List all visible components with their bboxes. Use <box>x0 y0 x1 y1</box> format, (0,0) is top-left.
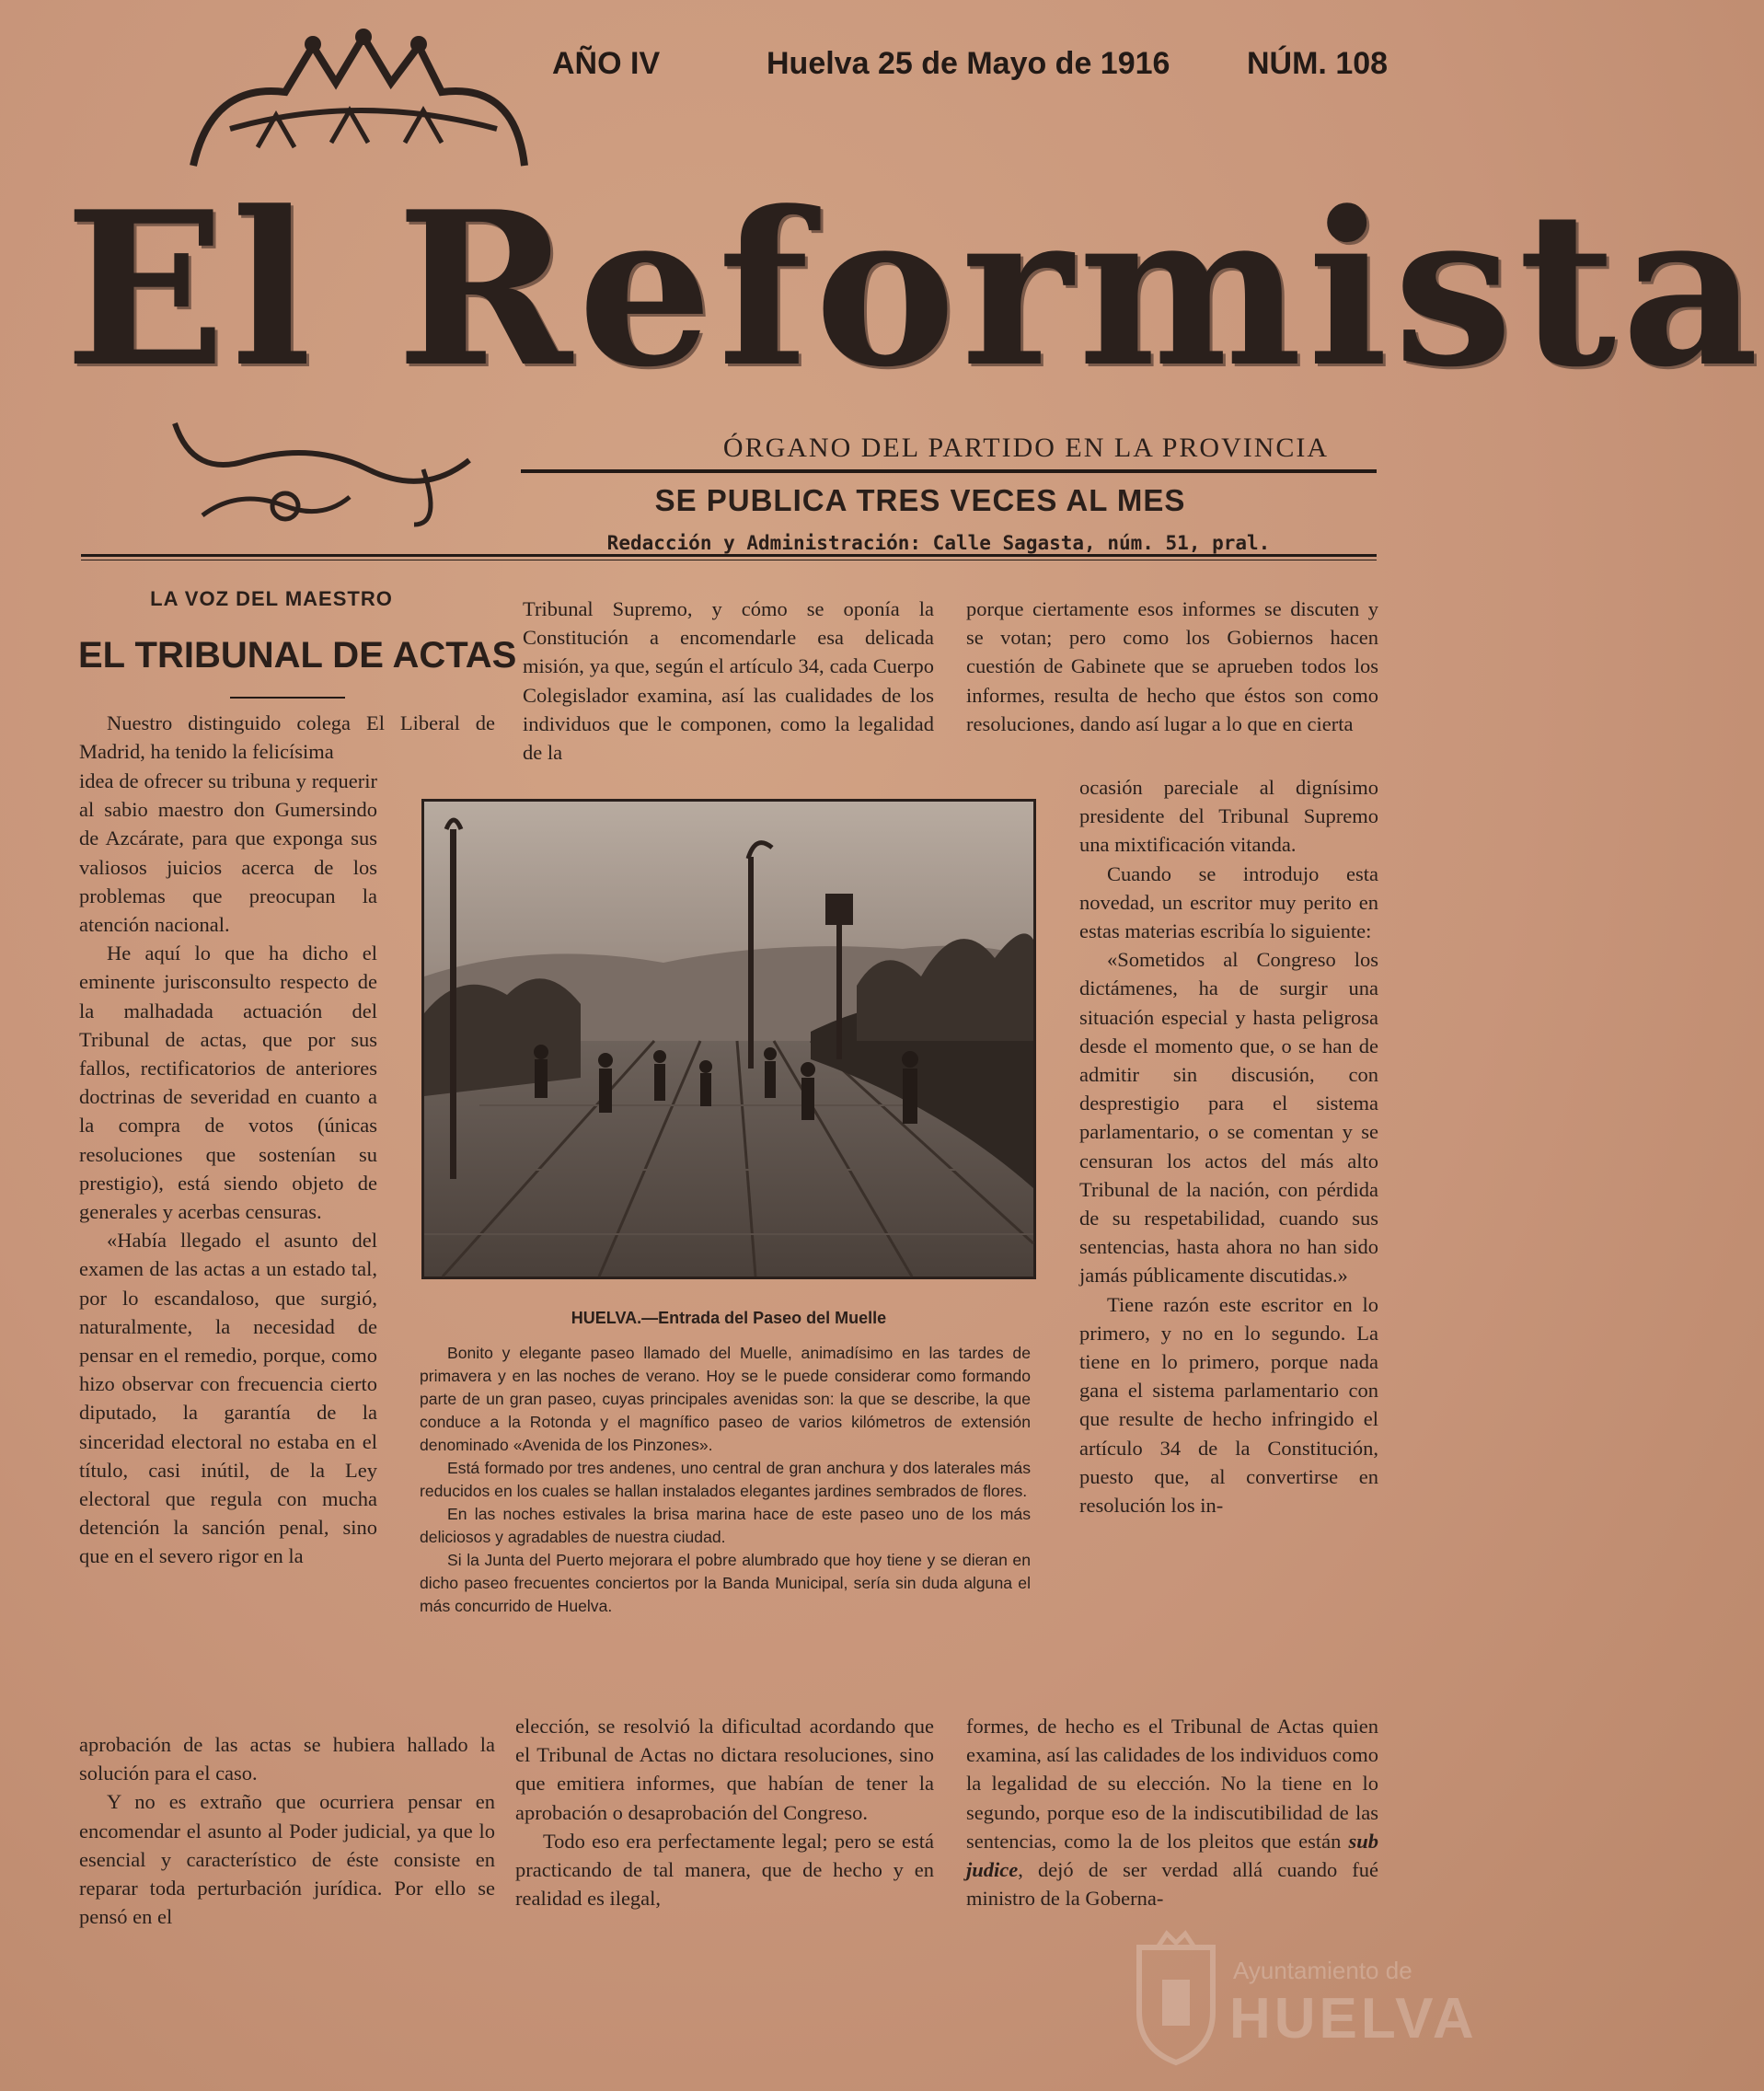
col3-bottom <box>966 1712 1378 1951</box>
issue-year: AÑO IV <box>552 46 661 81</box>
col2-paragraph: Tribunal Supremo, y cómo se oponía la Constitución a encomendarle esa delicada misión, ya que, según el artículo 34, cada Cuerpo Colegislador examina, así las cualidades de los individuos que le componen, como la legalidad de la <box>523 597 934 765</box>
masthead-rule-2 <box>81 554 1377 557</box>
col2-bottom <box>515 1712 934 1951</box>
ribbon-ornament <box>166 405 497 534</box>
issue-number: NÚM. 108 <box>1247 46 1389 81</box>
sub-judice-emphasis: sub judice <box>966 1829 1378 1882</box>
watermark-line2: HUELVA <box>1229 1987 1478 2051</box>
photo-article-paragraph: Si la Junta del Puerto mejorara el pobre alumbrado que hoy tiene y se dieran en dicho paseo frecuentes conciertos por la Banda Municipal, sería sin duda alguna el más concurrido de Huelva. <box>420 1551 1031 1615</box>
col3-top <box>966 595 1378 769</box>
col1-paragraph: Y no es extraño que ocurriera pensar en encomendar el asunto al Poder judicial, ya que lo esencial y característico de éste consiste en reparar toda perturbación jurídica. Por ello se pensó en el <box>79 1790 495 1929</box>
col3-paragraph: Tiene razón este escritor en lo primero, y no en lo segundo. La tiene en lo primero, porque nada gana el sistema parlamentario con que resulte de hecho infringido el artículo 34 de la Constitución, puesto que, al convertirse en resolución los in- <box>1079 1292 1378 1518</box>
promenade-illustration <box>424 802 1033 1277</box>
col3-paragraph: ocasión pareciale al dignísimo presidente del Tribunal Supremo una mixtificación vitanda. <box>1079 776 1378 857</box>
editorial-address: Redacción y Administración: Calle Sagasta, núm. 51, pral. <box>606 532 1271 554</box>
col3-paragraph: «Sometidos al Congreso los dictámenes, ha de surgir una situación especial y hasta peligrosa desde el momento que, o se han de admitir sin discusión, con desprestigio para el sistema parlamentario, o se comentan y se censuran los actos del más alto Tribunal de la nación, con pérdida de su respetabilidad, cuando sus sentencias, hasta ahora no han sido jamás públicamente discutidas.» <box>1079 948 1378 1288</box>
col1-paragraph: idea de ofrecer su tribuna y requerir al sabio maestro don Gumersindo de Azcárate, para que exponga sus valiosos juicios acerca de los problemas que preocupan la atención nacional. <box>79 769 377 937</box>
col1-paragraph: Nuestro distinguido colega El Liberal de Madrid, ha tenido la felicísima <box>79 711 495 764</box>
article-headline: EL TRIBUNAL DE ACTAS <box>78 635 517 676</box>
col1-paragraph: aprobación de las actas se hubiera hallado la solución para el caso. <box>79 1733 495 1785</box>
col3-text: formes, de hecho es el Tribunal de Actas quien examina, así las calidades de los individuos como la legalidad de su elección. No la tiene en lo segundo, porque eso de la indiscutibilidad de las sentencias, como la de los pleitos que están <box>966 1715 1378 1853</box>
watermark-line1: Ayuntamiento de <box>1233 1957 1412 1984</box>
col3-narrow <box>1079 773 1378 1716</box>
col2-paragraph: Todo eso era perfectamente legal; pero se está practicando de tal manera, que de hecho y en realidad es ilegal, <box>515 1829 934 1911</box>
col1-paragraph: «Había llegado el asunto del examen de las actas a un estado tal, por lo escandaloso, que surgió, naturalmente, la necesidad de pensar en el remedio, porque, como hizo observar con frecuencia cierto diputado, la garantía de la sinceridad electoral no estaba en el título, casi inútil, de la Ley electoral que regula con mucha detención la sanción penal, sino que en el severo rigor en la <box>79 1229 377 1568</box>
col3-paragraph: porque ciertamente esos informes se discuten y se votan; pero como los Gobiernos hacen cuestión de Gabinete que se aprueben todos los informes, resulta de hecho que éstos son como resoluciones, dando así lugar a lo que en cierta <box>966 597 1378 735</box>
archive-watermark <box>1130 1929 1478 2067</box>
col1-narrow <box>79 767 377 1724</box>
photo-article-body <box>420 1342 1031 1692</box>
photo-article-paragraph: Está formado por tres andenes, uno central de gran anchura y dos laterales más reducidos en los cuales se hallan instalados elegantes jardines sembrados de flores. <box>420 1459 1031 1500</box>
issue-date: Huelva 25 de Mayo de 1916 <box>767 46 1170 81</box>
photo-caption: HUELVA.—Entrada del Paseo del Muelle <box>571 1309 887 1327</box>
photo-article-paragraph: En las noches estivales la brisa marina hace de este paseo uno de los más deliciosos y agradables de nuestra ciudad. <box>420 1505 1031 1546</box>
col2-paragraph: elección, se resolvió la dificultad acordando que el Tribunal de Actas no dictara resoluciones, sino que emitiera informes, que habían de tener la aprobación o desaprobación del Congreso. <box>515 1715 934 1824</box>
organ-subtitle: ÓRGANO DEL PARTIDO EN LA PROVINCIA <box>722 433 1330 463</box>
col1-paragraph: He aquí lo que ha dicho el eminente jurisconsulto respecto de la malhadada actuación del Tribunal de actas, que por sus fallos, rectificatorios de anteriores doctrinas de severidad en cuanto a la compra de votos (únicas resoluciones que sostenían su prestigio), está siendo objeto de generales y acerbas censuras. <box>79 942 377 1224</box>
col1-lead <box>79 709 495 769</box>
col3-text: , dejó de ser verdad allá cuando fué ministro de la Goberna- <box>966 1858 1378 1911</box>
photo-article-paragraph: Bonito y elegante paseo llamado del Muelle, animadísimo en las tardes de primavera y en las noches de verano. Hoy se le puede considerar como formando parte de un gran paseo, cuyas principales avenidas son: la que se describe, la que conduce a la Rotonda y el magnífico paseo de varios kilómetros de extensión denominado «Avenida de los Pinzones». <box>420 1344 1031 1454</box>
masthead-rule-1 <box>521 469 1377 473</box>
publication-frequency: SE PUBLICA TRES VECES AL MES <box>654 483 1186 517</box>
article-kicker: LA VOZ DEL MAESTRO <box>150 587 393 610</box>
col3-paragraph: Cuando se introdujo esta novedad, un escritor muy perito en estas materias escribía lo siguiente: <box>1079 861 1378 943</box>
paseo-del-muelle-photo <box>421 799 1036 1279</box>
col2-top <box>523 595 934 769</box>
headline-rule <box>230 697 345 699</box>
col1-bottom <box>79 1730 495 1951</box>
municipal-shield-icon <box>1130 1929 1222 2067</box>
newspaper-title: El Reformista <box>64 166 1764 414</box>
col3-paragraph <box>966 1712 1378 1912</box>
